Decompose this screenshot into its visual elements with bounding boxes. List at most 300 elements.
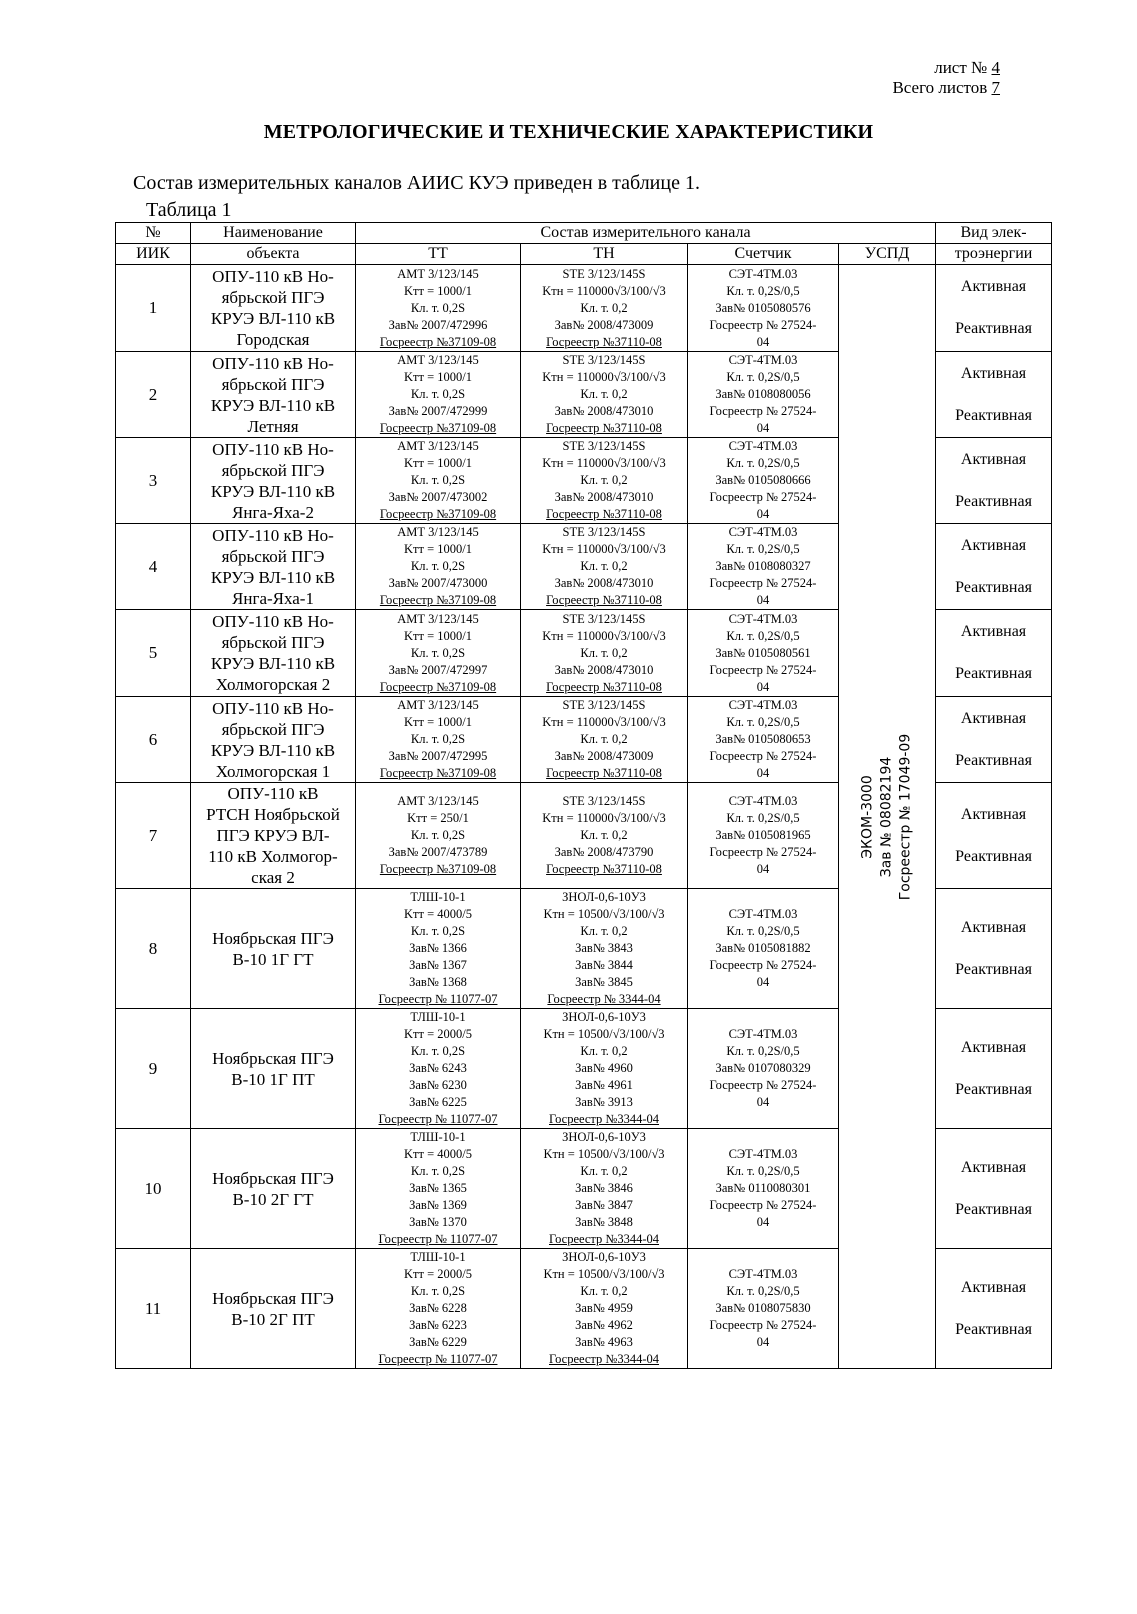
cell-line: 04 <box>756 975 770 989</box>
cell-line: Госреестр № 11077-07 <box>378 1352 498 1366</box>
cell-line: Kтт = 4000/5 <box>404 907 472 921</box>
cell-line: Кл. т. 0,2 <box>580 300 628 315</box>
cell-line: Зав№ 2007/473789 <box>388 845 488 859</box>
tn-cell <box>521 610 688 697</box>
energy-kind: Активная <box>960 278 1027 295</box>
cell-line: Госреестр №37109-08 <box>379 862 497 876</box>
cell-line: Зав№ 2008/473010 <box>554 490 654 504</box>
row-number: 5 <box>116 610 191 697</box>
cell-line: Кл. т. 0,2S <box>410 732 466 746</box>
row-number: 11 <box>116 1249 191 1369</box>
cell-line: Зав№ 3843 <box>575 941 633 955</box>
cell-line: Кл. т. 0,2S/0,5 <box>726 1164 800 1178</box>
cell-line: Кл. т. 0,2S <box>410 387 466 401</box>
tt-cell <box>356 1009 521 1129</box>
cell-line: Зав№ 0108075830 <box>715 1301 811 1315</box>
cell-line: Холмогорская 2 <box>215 675 331 694</box>
cell-line: Зав№ 6228 <box>409 1301 467 1315</box>
object-name <box>191 1009 356 1129</box>
meter-cell <box>688 1249 839 1369</box>
cell-line: АМТ 3/123/145 <box>397 794 479 808</box>
cell-line: ябрьской ПГЭ <box>221 288 325 307</box>
meter-cell <box>688 524 839 610</box>
cell-line: Kтн = 110000√3/100/√3 <box>542 628 666 643</box>
object-name <box>191 524 356 610</box>
meter-cell <box>688 1009 839 1129</box>
cell-line: Янга-Яха-1 <box>232 588 314 608</box>
cell-line: Госреестр №37110-08 <box>546 334 662 349</box>
energy-kind: Активная <box>960 1278 1027 1296</box>
meter-cell <box>688 265 839 352</box>
row-number: 10 <box>116 1129 191 1249</box>
energy-kind: Реактивная <box>955 1200 1032 1218</box>
energy-kind: Активная <box>960 1158 1027 1176</box>
energy-kind: Реактивная <box>955 578 1032 596</box>
cell-line: Зав№ 1370 <box>409 1215 467 1229</box>
tn-cell <box>521 265 688 352</box>
cell-line: Зав№ 0105080666 <box>715 473 811 487</box>
cell-line: ОПУ-110 кВ Но- <box>212 612 334 631</box>
cell-line: Kтт = 1000/1 <box>404 542 472 556</box>
cell-line: СЭТ-4ТМ.03 <box>728 525 798 539</box>
cell-line: АМТ 3/123/145 <box>397 266 479 281</box>
cell-line: Kтн = 10500/√3/100/√3 <box>543 1147 665 1161</box>
meter-cell <box>688 352 839 438</box>
page-title: МЕТРОЛОГИЧЕСКИЕ И ТЕХНИЧЕСКИЕ ХАРАКТЕРИСТИКИ <box>263 121 874 143</box>
object-name <box>191 352 356 438</box>
cell-line: Госреестр №37110-08 <box>546 679 662 694</box>
tn-cell <box>521 352 688 438</box>
cell-line: Кл. т. 0,2S <box>410 924 466 938</box>
cell-line: Ноябрьская ПГЭ <box>212 928 334 948</box>
cell-line: ябрьской ПГЭ <box>221 460 325 480</box>
cell-line: Кл. т. 0,2S/0,5 <box>726 924 800 938</box>
cell-line: Госреестр №37109-08 <box>379 334 497 349</box>
cell-line: Кл. т. 0,2S <box>410 559 466 573</box>
cell-line: Госреестр №37110-08 <box>546 766 662 780</box>
cell-line: Зав№ 2008/473009 <box>554 749 654 763</box>
cell-line: Госреестр № 27524- <box>709 576 817 590</box>
cell-line: АМТ 3/123/145 <box>397 439 479 453</box>
cell-line: Госреестр № 27524- <box>709 404 817 418</box>
tt-cell <box>356 889 521 1009</box>
cell-line: Зав№ 3913 <box>575 1095 633 1109</box>
cell-line: СЭТ-4ТМ.03 <box>728 611 798 626</box>
cell-line: ЗНОЛ-0,6-10У3 <box>562 1010 646 1024</box>
tt-cell <box>356 1249 521 1369</box>
cell-line: Зав№ 0105081882 <box>715 941 811 955</box>
cell-line: Зав№ 2008/473010 <box>554 404 654 418</box>
cell-line: Госреестр №37109-08 <box>379 679 497 694</box>
cell-line: Kтт = 2000/5 <box>404 1027 472 1041</box>
header-tt: ТТ <box>356 244 521 265</box>
cell-line: Янга-Яха-2 <box>232 502 314 522</box>
cell-line: Кл. т. 0,2 <box>580 732 628 746</box>
cell-line: Госреестр №37109-08 <box>379 593 497 607</box>
energy-kind-cell <box>936 1129 1052 1249</box>
cell-line: Госреестр №37110-08 <box>546 862 662 876</box>
cell-line: СЭТ-4ТМ.03 <box>728 907 798 921</box>
tn-cell <box>521 1009 688 1129</box>
cell-line: В-10 1Г ГТ <box>232 949 314 969</box>
cell-line: Городская <box>236 330 310 349</box>
object-name <box>191 438 356 524</box>
energy-kind: Реактивная <box>955 665 1032 682</box>
cell-line: ТЛШ-10-1 <box>410 890 466 904</box>
tt-cell <box>356 524 521 610</box>
cell-line: В-10 2Г ГТ <box>232 1189 314 1209</box>
cell-line: Зав№ 1367 <box>409 958 467 972</box>
cell-line: ОПУ-110 кВ Но- <box>212 698 334 718</box>
tn-cell <box>521 783 688 889</box>
header-tn: ТН <box>521 244 688 265</box>
cell-line: Госреестр №3344-04 <box>548 1352 660 1366</box>
cell-line: Госреестр № 11077-07 <box>378 1112 498 1126</box>
row-number: 2 <box>116 352 191 438</box>
cell-line: В-10 1Г ПТ <box>231 1069 315 1089</box>
cell-line: Зав№ 3847 <box>575 1198 633 1212</box>
cell-line: Кл. т. 0,2 <box>580 559 628 573</box>
cell-line: Зав№ 2007/473000 <box>388 576 488 590</box>
cell-line: Кл. т. 0,2S <box>410 1284 466 1298</box>
cell-line: ябрьской ПГЭ <box>221 374 325 394</box>
cell-line: Госреестр № 27524- <box>709 1198 817 1212</box>
cell-line: Зав№ 2007/472996 <box>388 317 488 332</box>
cell-line: Госреестр № 27524- <box>709 1318 817 1332</box>
cell-line: СЭТ-4ТМ.03 <box>728 1027 798 1041</box>
cell-line: Кл. т. 0,2S/0,5 <box>726 283 800 298</box>
cell-line: Зав№ 2008/473790 <box>554 845 654 859</box>
cell-line: ТЛШ-10-1 <box>410 1130 466 1144</box>
cell-line: STE 3/123/145S <box>562 266 646 281</box>
cell-line: 04 <box>756 679 770 694</box>
header-kind: Вид элек- <box>936 223 1052 244</box>
cell-line: Зав№ 0105081965 <box>715 828 811 842</box>
meter-cell <box>688 889 839 1009</box>
cell-line: Кл. т. 0,2S <box>410 473 466 487</box>
tt-cell <box>356 1129 521 1249</box>
energy-kind: Реактивная <box>955 320 1032 337</box>
cell-line: Зав№ 6225 <box>409 1095 467 1109</box>
sheet-total: Всего листов 7 <box>892 78 1000 97</box>
cell-line: STE 3/123/145S <box>562 698 646 712</box>
cell-line: Зав№ 1369 <box>409 1198 467 1212</box>
tn-cell <box>521 1249 688 1369</box>
header-num-2: ИИК <box>116 244 191 265</box>
cell-line: СЭТ-4ТМ.03 <box>728 353 798 367</box>
energy-kind: Реактивная <box>955 1320 1032 1338</box>
cell-line: Зав№ 6230 <box>409 1078 467 1092</box>
cell-line: 04 <box>756 862 770 876</box>
cell-line: ЗНОЛ-0,6-10У3 <box>562 1250 646 1264</box>
cell-line: Зав№ 0108080327 <box>715 559 811 573</box>
energy-kind-cell <box>936 783 1052 889</box>
uspd-cell <box>839 265 936 1369</box>
cell-line: STE 3/123/145S <box>562 353 646 367</box>
energy-kind: Активная <box>960 450 1027 468</box>
cell-line: Kтн = 110000√3/100/√3 <box>542 542 666 556</box>
cell-line: Kтн = 110000√3/100/√3 <box>542 283 666 298</box>
cell-line: Зав№ 0108080056 <box>715 387 811 401</box>
cell-line: Кл. т. 0,2 <box>580 1044 628 1058</box>
tn-cell <box>521 1129 688 1249</box>
cell-line: Зав№ 6229 <box>409 1335 467 1349</box>
cell-line: Госреестр № 27524- <box>709 490 817 504</box>
cell-line: Kтт = 1000/1 <box>404 370 472 384</box>
header-meter: Счетчик <box>688 244 839 265</box>
cell-line: АМТ 3/123/145 <box>397 353 479 367</box>
cell-line: Kтн = 110000√3/100/√3 <box>542 715 666 729</box>
cell-line: Зав№ 4962 <box>575 1318 633 1332</box>
cell-line: СЭТ-4ТМ.03 <box>728 698 798 712</box>
cell-line: Зав№ 0105080576 <box>715 300 811 315</box>
cell-line: Kтн = 110000√3/100/√3 <box>542 456 666 470</box>
sheet-info <box>892 58 1000 98</box>
energy-kind: Реактивная <box>955 406 1032 424</box>
tt-cell <box>356 783 521 889</box>
table-caption: Таблица 1 <box>146 199 232 221</box>
cell-line: Госреестр №37110-08 <box>546 421 662 435</box>
cell-line: Кл. т. 0,2 <box>580 828 628 842</box>
cell-line: Зав№ 1368 <box>409 975 467 989</box>
cell-line: 04 <box>756 334 770 349</box>
cell-line: Kтт = 1000/1 <box>404 715 472 729</box>
tn-cell <box>521 524 688 610</box>
cell-line: 04 <box>756 766 770 780</box>
tn-cell <box>521 889 688 1009</box>
cell-line: Холмогорская 1 <box>215 761 331 781</box>
cell-line: Кл. т. 0,2S/0,5 <box>726 370 800 384</box>
cell-line: ТЛШ-10-1 <box>410 1250 466 1264</box>
tt-cell <box>356 352 521 438</box>
intro-text: Состав измерительных каналов АИИС КУЭ приведен в таблице 1. <box>133 172 700 194</box>
row-number: 8 <box>116 889 191 1009</box>
cell-line: Kтт = 1000/1 <box>404 456 472 470</box>
uspd-line: ЭКОМ-3000 <box>859 774 876 859</box>
cell-line: Кл. т. 0,2S <box>410 1044 466 1058</box>
object-name <box>191 610 356 697</box>
cell-line: Кл. т. 0,2S/0,5 <box>726 1044 800 1058</box>
cell-line: Зав№ 2008/473010 <box>554 576 654 590</box>
cell-line: ЗНОЛ-0,6-10У3 <box>562 1130 646 1144</box>
cell-line: Кл. т. 0,2 <box>580 1284 628 1298</box>
cell-line: Кл. т. 0,2S/0,5 <box>726 542 800 556</box>
object-name <box>191 697 356 783</box>
cell-line: Госреестр №37109-08 <box>379 766 497 780</box>
row-number: 3 <box>116 438 191 524</box>
energy-kind: Реактивная <box>955 1080 1032 1098</box>
cell-line: Госреестр № 27524- <box>709 749 817 763</box>
meter-cell <box>688 1129 839 1249</box>
cell-line: Госреестр № 11077-07 <box>378 1232 498 1246</box>
cell-line: КРУЭ ВЛ-110 кВ <box>210 740 336 760</box>
cell-line: Зав№ 2007/472995 <box>388 749 488 763</box>
cell-line: STE 3/123/145S <box>562 794 646 808</box>
cell-line: Кл. т. 0,2S/0,5 <box>726 628 800 643</box>
energy-kind: Активная <box>960 709 1027 727</box>
header-kind-2: троэнергии <box>936 244 1052 265</box>
cell-line: ябрьской ПГЭ <box>221 633 325 652</box>
cell-line: СЭТ-4ТМ.03 <box>728 794 798 808</box>
cell-line: Госреестр № 27524- <box>709 958 817 972</box>
cell-line: Кл. т. 0,2 <box>580 387 628 401</box>
cell-line: АМТ 3/123/145 <box>397 525 479 539</box>
energy-kind: Активная <box>960 623 1027 640</box>
energy-kind-cell <box>936 352 1052 438</box>
cell-line: ОПУ-110 кВ <box>227 784 319 803</box>
cell-line: 04 <box>756 593 770 607</box>
cell-line: Госреестр №3344-04 <box>548 1232 660 1246</box>
cell-line: Зав№ 3848 <box>575 1215 633 1229</box>
row-number: 6 <box>116 697 191 783</box>
cell-line: Зав№ 4960 <box>575 1061 633 1075</box>
cell-line: 04 <box>756 507 770 521</box>
cell-line: ская 2 <box>251 868 295 887</box>
cell-line: ОПУ-110 кВ Но- <box>212 267 334 286</box>
cell-line: СЭТ-4ТМ.03 <box>728 439 798 453</box>
cell-line: Зав№ 2008/473009 <box>554 317 654 332</box>
tt-cell <box>356 438 521 524</box>
cell-line: Kтт = 4000/5 <box>404 1147 472 1161</box>
cell-line: АМТ 3/123/145 <box>397 698 479 712</box>
cell-line: Зав№ 2007/472999 <box>388 404 488 418</box>
cell-line: АМТ 3/123/145 <box>397 611 479 626</box>
energy-kind: Активная <box>960 918 1027 936</box>
energy-kind-cell <box>936 524 1052 610</box>
energy-kind-cell <box>936 610 1052 697</box>
cell-line: Госреестр № 27524- <box>709 845 817 859</box>
cell-line: ОПУ-110 кВ Но- <box>212 525 334 545</box>
meter-cell <box>688 697 839 783</box>
cell-line: Госреестр № 27524- <box>709 317 817 332</box>
header-num: № <box>116 223 191 244</box>
row-number: 7 <box>116 783 191 889</box>
cell-line: Kтн = 10500/√3/100/√3 <box>543 1027 665 1041</box>
cell-line: Ноябрьская ПГЭ <box>212 1288 334 1308</box>
energy-kind: Активная <box>960 536 1027 554</box>
cell-line: Госреестр №37110-08 <box>546 593 662 607</box>
cell-line: STE 3/123/145S <box>562 525 646 539</box>
cell-line: Кл. т. 0,2S <box>410 1164 466 1178</box>
energy-kind: Реактивная <box>955 751 1032 769</box>
cell-line: STE 3/123/145S <box>562 439 646 453</box>
cell-line: РТСН Ноябрьской <box>206 805 340 824</box>
cell-line: Госреестр №37109-08 <box>379 421 497 435</box>
cell-line: КРУЭ ВЛ-110 кВ <box>210 481 336 501</box>
header-composition: Состав измерительного канала <box>356 223 936 244</box>
energy-kind: Реактивная <box>955 847 1032 865</box>
energy-kind: Активная <box>960 364 1027 382</box>
cell-line: Зав№ 1365 <box>409 1181 467 1195</box>
energy-kind: Реактивная <box>955 492 1032 510</box>
cell-line: ОПУ-110 кВ Но- <box>212 439 334 459</box>
cell-line: 04 <box>756 1215 770 1229</box>
cell-line: Зав№ 6243 <box>409 1061 467 1075</box>
cell-line: Kтт = 1000/1 <box>404 628 472 643</box>
cell-line: Kтн = 10500/√3/100/√3 <box>543 1267 665 1281</box>
meter-cell <box>688 438 839 524</box>
tn-cell <box>521 438 688 524</box>
cell-line: Зав№ 2008/473010 <box>554 662 654 677</box>
energy-kind-cell <box>936 438 1052 524</box>
cell-line: Зав№ 3846 <box>575 1181 633 1195</box>
cell-line: Kтт = 1000/1 <box>404 283 472 298</box>
energy-kind-cell <box>936 889 1052 1009</box>
tn-cell <box>521 697 688 783</box>
cell-line: Kтт = 250/1 <box>407 811 469 825</box>
row-number: 4 <box>116 524 191 610</box>
sheet-number-value: 4 <box>991 58 1000 77</box>
cell-line: 04 <box>756 1095 770 1109</box>
uspd-line: Зав № 08082194 <box>878 756 895 877</box>
cell-line: ТЛШ-10-1 <box>410 1010 466 1024</box>
cell-line: Kтн = 110000√3/100/√3 <box>542 370 666 384</box>
cell-line: Зав№ 0107080329 <box>715 1061 811 1075</box>
object-name <box>191 889 356 1009</box>
energy-kind-cell <box>936 1249 1052 1369</box>
cell-line: Летняя <box>247 416 299 436</box>
cell-line: КРУЭ ВЛ-110 кВ <box>210 395 336 415</box>
cell-line: Госреестр №3344-04 <box>548 1112 660 1126</box>
energy-kind: Активная <box>960 1038 1027 1056</box>
cell-line: Госреестр № 27524- <box>709 1078 817 1092</box>
header-uspd: УСПД <box>839 244 936 265</box>
cell-line: Госреестр №37109-08 <box>379 507 497 521</box>
cell-line: Зав№ 0105080653 <box>715 732 811 746</box>
cell-line: Ноябрьская ПГЭ <box>212 1168 334 1188</box>
tt-cell <box>356 610 521 697</box>
cell-line: Госреестр № 27524- <box>709 662 817 677</box>
cell-line: Госреестр №37110-08 <box>546 507 662 521</box>
cell-line: ЗНОЛ-0,6-10У3 <box>562 890 646 904</box>
meter-cell <box>688 783 839 889</box>
energy-kind-cell <box>936 697 1052 783</box>
cell-line: Зав№ 1366 <box>409 941 467 955</box>
cell-line: Kтн = 10500/√3/100/√3 <box>543 907 665 921</box>
cell-line: Кл. т. 0,2S <box>410 645 466 660</box>
cell-line: Зав№ 0105080561 <box>715 645 811 660</box>
cell-line: КРУЭ ВЛ-110 кВ <box>210 567 336 587</box>
cell-line: КРУЭ ВЛ-110 кВ <box>210 309 336 328</box>
cell-line: Зав№ 3844 <box>575 958 633 972</box>
header-name-2: объекта <box>191 244 356 265</box>
cell-line: Зав№ 4959 <box>575 1301 633 1315</box>
cell-line: СЭТ-4ТМ.03 <box>728 1267 798 1281</box>
cell-line: Кл. т. 0,2S/0,5 <box>726 1284 800 1298</box>
cell-line: 04 <box>756 1335 770 1349</box>
cell-line: В-10 2Г ПТ <box>231 1309 315 1329</box>
cell-line: ябрьской ПГЭ <box>221 546 325 566</box>
cell-line: Кл. т. 0,2S <box>410 828 466 842</box>
object-name <box>191 265 356 352</box>
energy-kind-cell <box>936 265 1052 352</box>
object-name <box>191 1129 356 1249</box>
cell-line: Зав№ 4961 <box>575 1078 633 1092</box>
row-number: 9 <box>116 1009 191 1129</box>
cell-line: ПГЭ КРУЭ ВЛ- <box>216 826 330 845</box>
cell-line: Зав№ 4963 <box>575 1335 633 1349</box>
table-row <box>116 265 1052 352</box>
header-name: Наименование <box>191 223 356 244</box>
cell-line: СЭТ-4ТМ.03 <box>728 266 798 281</box>
energy-kind: Активная <box>960 805 1027 823</box>
energy-kind: Реактивная <box>955 960 1032 978</box>
cell-line: 110 кВ Холмогор- <box>208 847 338 866</box>
cell-line: Зав№ 0110080301 <box>715 1181 811 1195</box>
cell-line: Зав№ 2007/473002 <box>388 490 488 504</box>
cell-line: Госреестр № 11077-07 <box>378 992 498 1006</box>
object-name <box>191 1249 356 1369</box>
